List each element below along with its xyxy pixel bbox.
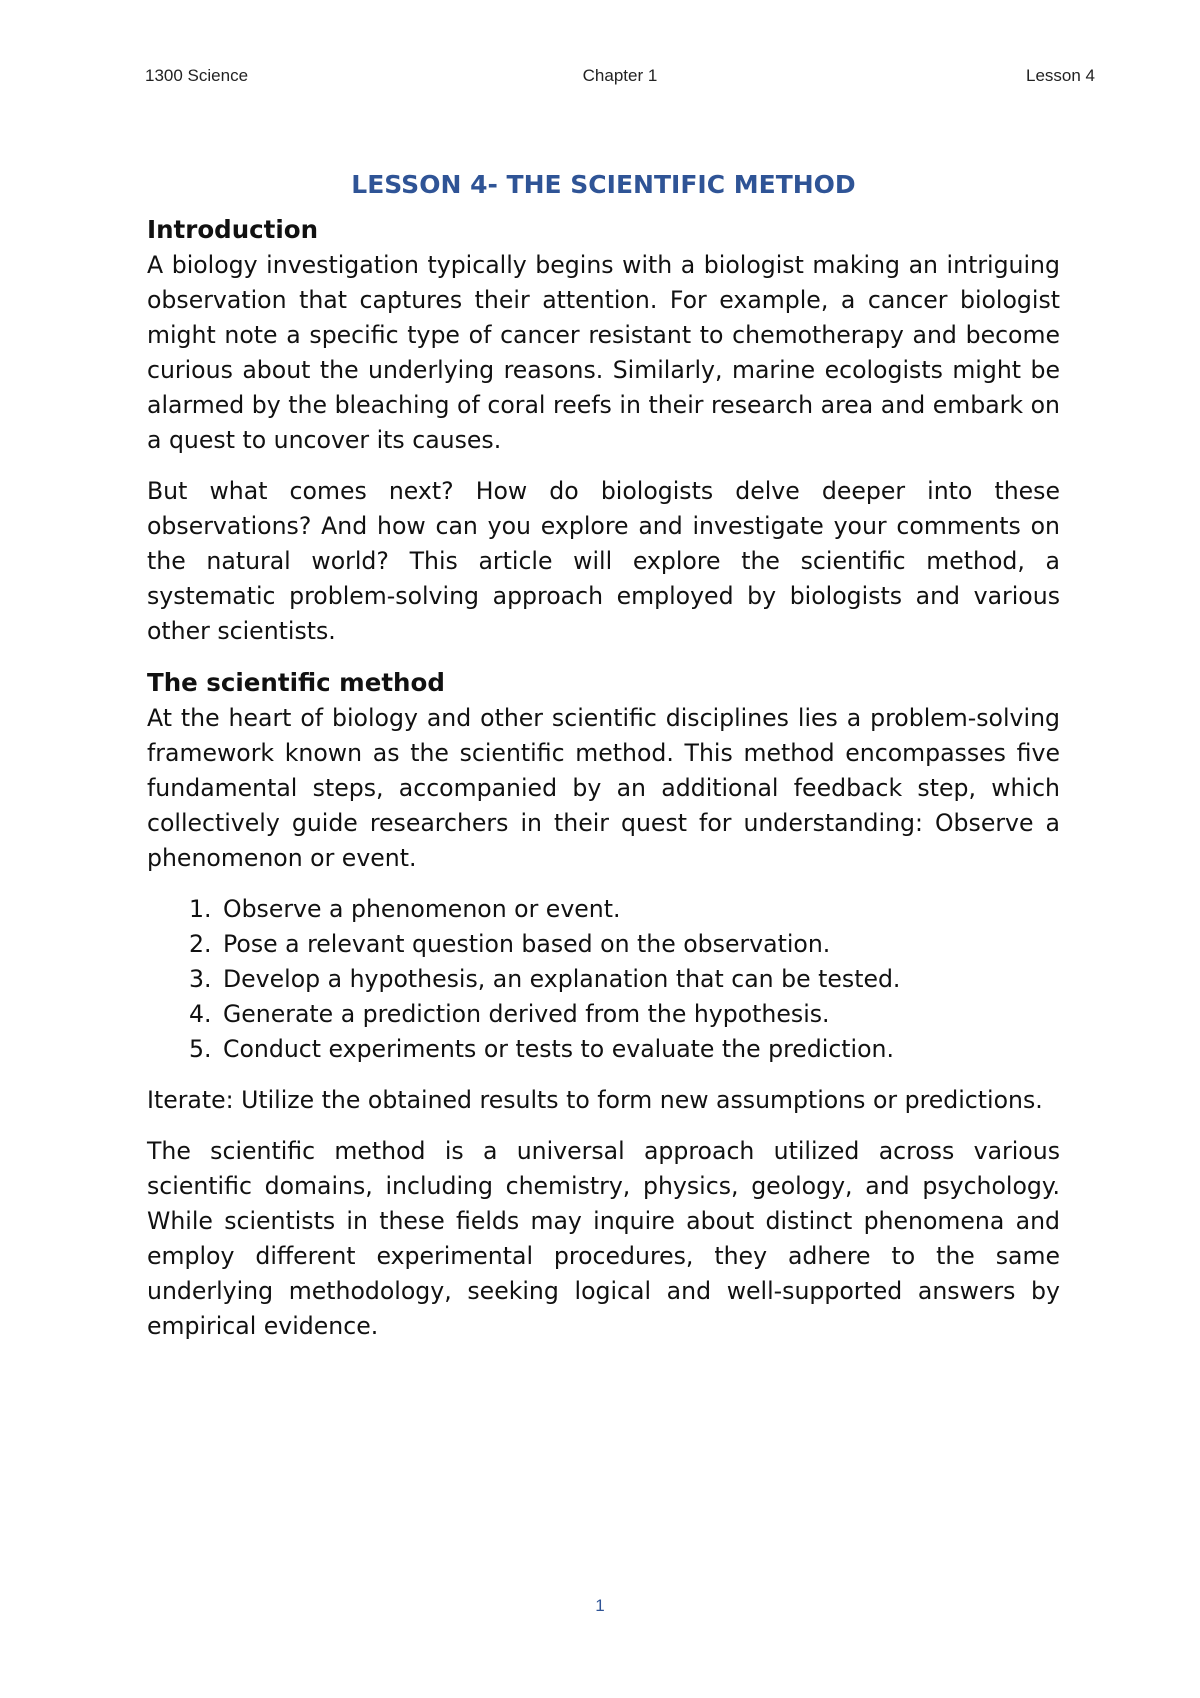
method-steps-list bbox=[147, 892, 1060, 1067]
scientific-method-heading: The scientific method bbox=[147, 668, 445, 697]
method-step-3: 3. Develop a hypothesis, an explanation that can be tested. bbox=[219, 962, 1060, 997]
scientific-method-intro: At the heart of biology and other scientific disciplines lies a problem-solving framework known as the scientific method. This method encompasses five fundamental steps, accompanied by an additional feedback step, which collectively guide researchers in their quest for understanding: Observe a phenomenon or event. bbox=[147, 704, 1060, 872]
document-body bbox=[147, 168, 1060, 1360]
closing-paragraph: The scientific method is a universal approach utilized across various scientific domains, including chemistry, physics, geology, and psychology. While scientists in these fields may inquire about distinct phenomena and employ different experimental procedures, they adhere to the same underlying methodology, seeking logical and well-supported answers by empirical evidence. bbox=[147, 1137, 1060, 1340]
page-number: 1 bbox=[595, 1596, 605, 1615]
page-title: LESSON 4- THE SCIENTIFIC METHOD bbox=[351, 170, 856, 199]
method-step-2: 2. Pose a relevant question based on the observation. bbox=[219, 927, 1060, 962]
introduction-heading: Introduction bbox=[147, 215, 319, 244]
introduction-paragraph-2: But what comes next? How do biologists delve deeper into these observations? And how can you explore and investigate your comments on the natural world? This article will explore the scientific method, a systematic problem-solving approach employed by biologists and various other scientists. bbox=[147, 477, 1060, 645]
header-lesson: Lesson 4 bbox=[1026, 66, 1095, 85]
page-header bbox=[145, 66, 1095, 90]
iterate-paragraph: Iterate: Utilize the obtained results to form new assumptions or predictions. bbox=[147, 1086, 1043, 1114]
introduction-paragraph-1: A biology investigation typically begins with a biologist making an intriguing observation that captures their attention. For example, a cancer biologist might note a specific type of cancer resistant to chemotherapy and become curious about the underlying reasons. Similarly, marine ecologists might be alarmed by the bleaching of coral reefs in their research area and embark on a quest to uncover its causes. bbox=[147, 251, 1060, 454]
method-step-1: 1. Observe a phenomenon or event. bbox=[219, 892, 1060, 927]
method-step-5: 5. Conduct experiments or tests to evaluate the prediction. bbox=[219, 1032, 1060, 1067]
method-step-4: 4. Generate a prediction derived from the hypothesis. bbox=[219, 997, 1060, 1032]
header-course: 1300 Science bbox=[145, 66, 249, 85]
header-chapter: Chapter 1 bbox=[582, 66, 658, 85]
